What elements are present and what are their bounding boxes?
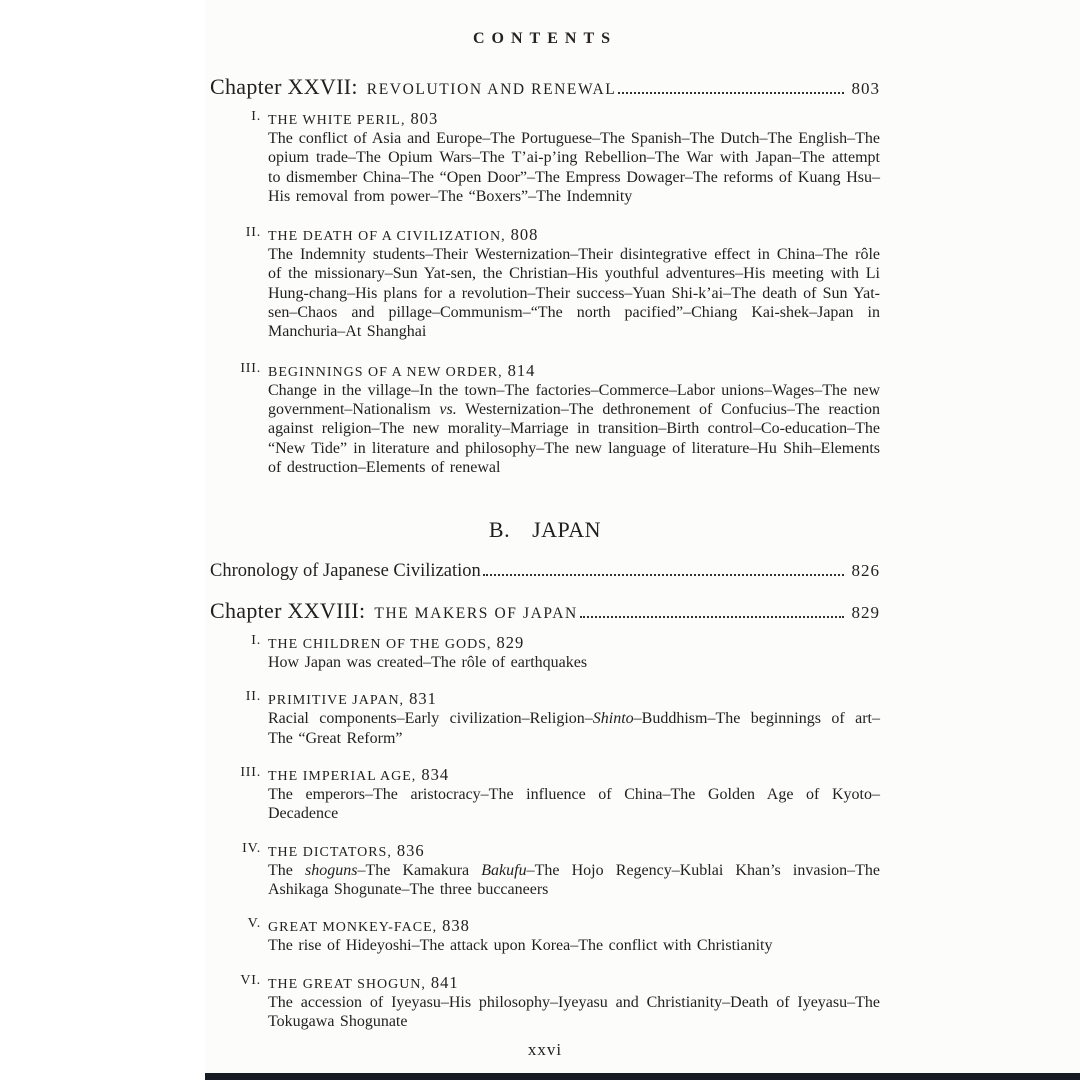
section-summary: How Japan was created–The rôle of earthquakes: [268, 654, 588, 672]
section-summary: The conflict of Asia and Europe–The Portuguese–The Spanish–The Dutch–The English–The opium trade–The Opium Wars–The T’ai-p’ing Rebellion–The War with Japan–The attempt to dismember China–The “Open Door”–The Empress Dowager–The reforms of Kuang Hsu–His removal from power–The “Boxers”–The Indemnity: [268, 130, 880, 205]
section-title: [268, 633, 880, 653]
toc-section: [210, 109, 880, 206]
toc-page: [210, 0, 880, 1060]
chapter-label: Chapter XXVII:: [210, 74, 358, 99]
section-numeral: I.: [251, 109, 261, 124]
section-page-number: 808: [510, 225, 539, 245]
section-numeral: III.: [240, 360, 261, 376]
section-page-number: 838: [442, 916, 470, 936]
chapter-label: Chapter XXVIII:: [210, 598, 366, 624]
section-title-text: THE GREAT SHOGUN,: [268, 976, 426, 992]
section-title: [268, 109, 880, 129]
dotted-leader: [580, 616, 844, 618]
section-title-text: THE DICTATORS,: [268, 844, 392, 860]
section-numeral: II.: [245, 225, 261, 241]
section-title: [268, 916, 880, 936]
scan-edge-bar: [205, 1073, 1080, 1080]
section-title-text: PRIMITIVE JAPAN,: [268, 693, 405, 709]
section-numeral: II.: [245, 689, 261, 705]
section-summary: The rise of Hideyoshi–The attack upon Korea–The conflict with Christianity: [268, 937, 773, 955]
section-title-text: THE DEATH OF A CIVILIZATION,: [268, 229, 506, 245]
toc-chronology-entry: [210, 561, 880, 582]
section-summary: The shoguns–The Kamakura Bakufu–The Hojo Regency–Kublai Khan’s invasion–The Ashikaga Shogunate–The three buccaneers: [268, 861, 881, 898]
section-title: [268, 225, 880, 245]
section-summary: The accession of Iyeyasu–His philosophy–Iyeyasu and Christianity–Death of Iyeyasu–The Tokugawa Shogunate: [268, 993, 880, 1030]
section-summary: The emperors–The aristocracy–The influence of China–The Golden Age of Kyoto–Decadence: [268, 786, 880, 823]
toc-section: [210, 633, 880, 672]
toc-chapter-entry-xxviii: [210, 598, 880, 624]
section-title: [268, 689, 880, 709]
section-title-text: BEGINNINGS OF A NEW ORDER,: [268, 364, 503, 380]
toc-section: [210, 841, 880, 900]
section-page-number: 814: [507, 360, 536, 380]
section-title-text: THE CHILDREN OF THE GODS,: [268, 637, 492, 653]
section-summary: The Indemnity students–Their Westernization–Their disintegrative effect in China–The rôle of the missionary–Sun Yat-sen, the Christian–His youthful adventures–His meeting with Li Hung-chang–His plans for a revolution–Their success–Yuan Shi-k’ai–The death of Sun Yat-sen–Chaos and pillage–Communism–“The north pacified”–Chiang Kai-shek–Japan in Manchuria–At Shanghai: [268, 246, 880, 341]
section-numeral: IV.: [242, 840, 261, 856]
chronology-page-number: 826: [851, 561, 880, 581]
section-page-number: 831: [409, 689, 437, 709]
toc-section: [210, 916, 880, 955]
page-header: CONTENTS: [472, 30, 618, 47]
chapter-page-number: 829: [851, 603, 880, 623]
section-numeral: VI.: [240, 972, 261, 988]
chapter-page-number: 803: [851, 79, 880, 98]
section-numeral: I.: [251, 633, 261, 649]
section-summary: Change in the village–In the town–The factories–Commerce–Labor unions–Wages–The new government–Nationalism vs. Westernization–The dethronement of Confucius–The reaction against religion–The new morality–Marriage in transition–Birth control–Co-education–The “New Tide” in literature and philosophy–The new language of literature–Hu Shih–Elements of destruction–Elements of renewal: [268, 381, 880, 476]
chapter-title: REVOLUTION AND RENEWAL: [366, 81, 617, 98]
section-page-number: 803: [410, 109, 439, 128]
section-summary: Racial components–Early civilization–Religion–Shinto–Buddhism–The beginnings of art–The “Great Reform”: [268, 710, 880, 747]
part-heading: [210, 517, 880, 543]
toc-chapter-entry-xxvii: [210, 74, 880, 100]
chronology-label: Chronology of Japanese Civilization: [210, 561, 481, 582]
toc-section: [210, 361, 880, 477]
section-title: [268, 361, 880, 381]
part-letter: B.: [488, 517, 511, 543]
dotted-leader: [618, 92, 844, 94]
section-title: [268, 841, 880, 861]
toc-section: [210, 689, 880, 748]
section-numeral: V.: [247, 916, 261, 932]
toc-section: [210, 225, 880, 341]
page-folio: xxvi: [527, 1040, 563, 1060]
chapter-title: THE MAKERS OF JAPAN: [374, 605, 578, 623]
section-numeral: III.: [240, 765, 261, 781]
dotted-leader: [483, 574, 844, 576]
section-title-text: THE IMPERIAL AGE,: [268, 769, 417, 785]
section-title: [268, 765, 880, 785]
part-name: JAPAN: [532, 517, 602, 543]
section-title-text: THE WHITE PERIL,: [268, 113, 406, 128]
section-page-number: 834: [421, 765, 450, 785]
section-title-text: GREAT MONKEY-FACE,: [268, 920, 438, 936]
section-page-number: 829: [496, 633, 525, 653]
section-page-number: 841: [430, 972, 459, 992]
toc-section: [210, 973, 880, 1032]
section-title: [268, 973, 880, 993]
section-page-number: 836: [396, 840, 425, 860]
toc-section: [210, 765, 880, 824]
